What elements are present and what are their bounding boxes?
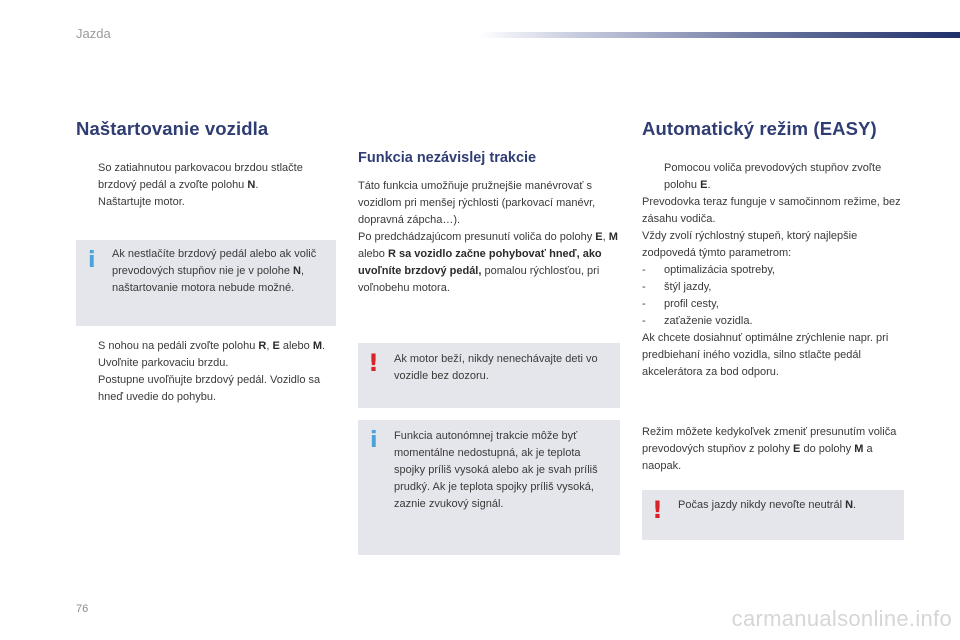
step-item: Naštartujte motor. [98,196,185,208]
section-easy [642,118,904,381]
section-title-starting: Naštartovanie vozidla [76,118,269,139]
step-item: Uvoľnite parkovaciu brzdu. [98,357,229,369]
traction-para: Po predchádzajúcom presunutí voliča do polohy E, M alebo R sa vozidlo začne pohybovať hneď, ako uvoľníte brzdový pedál, pomalou rýchlosťou, pri voľnobehu motora. [358,231,618,294]
param-item: - optimalizácia spotreby, [642,264,776,276]
steps-second [76,338,338,406]
info-icon: i [370,428,378,453]
info-icon: i [88,248,96,273]
warning-icon: ! [652,496,663,524]
param-item: - štýl jazdy, [642,281,712,293]
traction-para: Táto funkcia umožňuje pružnejšie manévrovať s vozidlom pri menšej rýchlosti (parkovací manévr, dopravná zápcha…). [358,180,596,226]
page-number: 76 [76,603,89,615]
info-box-text: Funkcia autonómnej trakcie môže byť momentálne nedostupná, ak je teplota spojky príliš vysoká alebo ak je svah príliš prudký. Ak je teplota spojky príliš vysoká, zaznie zvukový signál. [394,430,598,510]
section-title-easy: Automatický režim (EASY) [642,118,877,139]
warning-box-neutral [642,490,904,540]
easy-para: Vždy zvolí rýchlostný stupeň, ktorý najlepšie zodpovedá týmto parametrom: [642,230,858,259]
step-item: Pomocou voliča prevodových stupňov zvoľte polohu E. [664,162,882,191]
easy-para: Režim môžete kedykoľvek zmeniť presunutím voliča prevodových stupňov z polohy E do polohy M a naopak. [642,426,897,472]
warning-box-text: Ak motor beží, nikdy nenechávajte deti vo vozidle bez dozoru. [394,353,598,382]
warning-box-text: Počas jazdy nikdy nevoľte neutrál N. [678,499,857,511]
info-box-traction [358,420,620,555]
warning-box-children [358,343,620,408]
easy-para: Ak chcete dosiahnuť optimálne zrýchlenie napr. pri predbiehaní iného vozidla, silno stlačte pedál akcelerátora za bod odporu. [642,332,889,378]
info-box-text: Ak nestlačíte brzdový pedál alebo ak volič prevodových stupňov nie je v polohe N, naštartovanie motora nebude možné. [112,248,317,294]
header-title: Jazda [76,26,111,41]
step-item: So zatiahnutou parkovacou brzdou stlačte brzdový pedál a zvoľte polohu N. [98,162,303,191]
info-box-brake [76,240,336,326]
param-item: - zaťaženie vozidla. [642,315,753,327]
warning-icon: ! [368,349,379,377]
section-title-traction: Funkcia nezávislej trakcie [358,150,537,166]
param-item: - profil cesty, [642,298,719,310]
step-item: Postupne uvoľňujte brzdový pedál. Vozidlo sa hneď uvedie do pohybu. [98,374,321,403]
easy-mode-change [642,424,904,475]
section-traction [358,150,620,297]
header-decor-bar [478,32,960,38]
easy-para: Prevodovka teraz funguje v samočinnom režime, bez zásahu vodiča. [642,196,901,225]
watermark: carmanualsonline.info [731,606,952,631]
section-starting [76,118,338,211]
step-item: S nohou na pedáli zvoľte polohu R, E alebo M. [98,340,326,352]
